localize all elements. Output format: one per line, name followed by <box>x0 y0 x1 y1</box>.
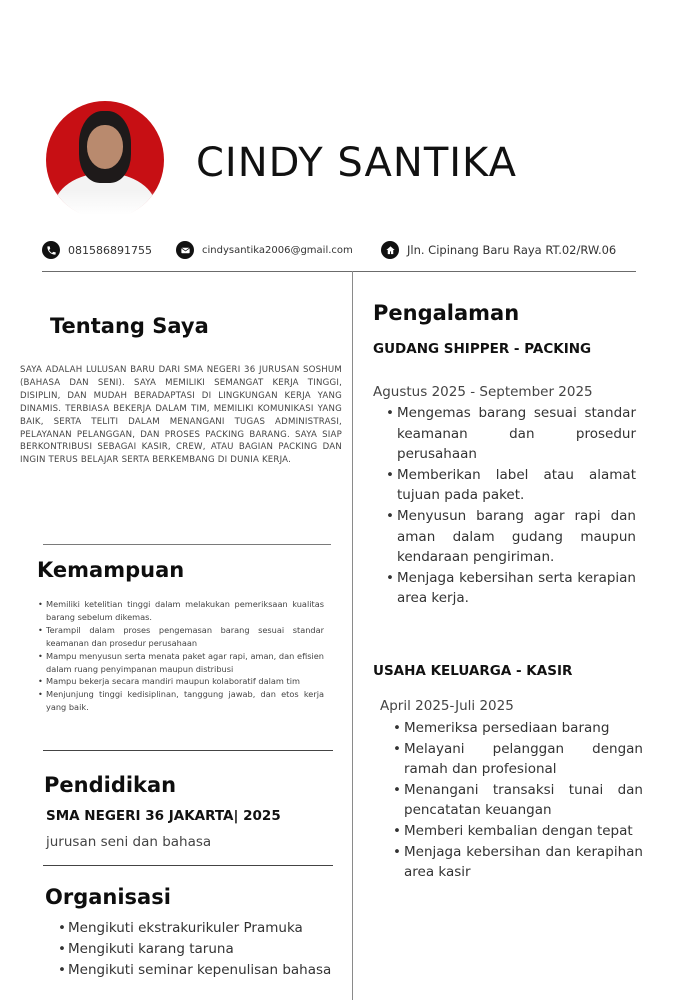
job-period: April 2025-Juli 2025 <box>380 698 514 714</box>
skill-item: • Terampil dalam proses pengemasan barang sesuai standar keamanan dan prosedur perusahaan <box>38 624 324 650</box>
job-role: GUDANG SHIPPER - PACKING <box>373 341 592 357</box>
about-text: SAYA ADALAH LULUSAN BARU DARI SMA NEGERI 36 JURUSAN SOSHUM (BAHASA DAN SENI). SAYA MEMILIKI SEMANGAT KERJA TINGGI, DISIPLIN, DAN MUDAH BERADAPTASI DI LINGKUNGAN KERJA YANG DINAMIS. TERBIASA BEKERJA DALAM TIM, MEMILIKI KOMUNIKASI YANG BAIK, SERTA TELITI DALAM MENANGANI TUGAS ADMINISTRASI, PELAYANAN PELANGGAN, DAN PROSES PACKING BARANG. SAYA SIAP BERKONTRIBUSI SEBAGAI KASIR, CREW, ATAU BAGIAN PACKING DAN INGIN TERUS BELAJAR SERTA BERKEMBANG DI DUNIA KERJA. <box>20 365 342 466</box>
about-title: Tentang Saya <box>50 314 209 338</box>
job-period: Agustus 2025 - September 2025 <box>373 384 593 400</box>
job-task: • Memeriksa persediaan barang <box>393 718 643 739</box>
job-task-list <box>393 718 643 883</box>
skills-list <box>38 598 324 714</box>
skill-item: • Memiliki ketelitian tinggi dalam melakukan pemeriksaan kualitas barang sebelum dikemas. <box>38 598 324 624</box>
job-task: • Menyusun barang agar rapi dan aman dalam gudang maupun kendaraan pengiriman. <box>386 506 636 568</box>
home-icon <box>381 241 399 259</box>
email-text: cindysantika2006@gmail.com <box>202 244 353 256</box>
organization-title: Organisasi <box>45 885 171 909</box>
header-divider <box>42 271 636 272</box>
job-task: • Menangani transaksi tunai dan pencatatan keuangan <box>393 780 643 821</box>
section-divider <box>43 544 331 545</box>
column-divider <box>352 271 353 1000</box>
candidate-name: CINDY SANTIKA <box>196 140 517 186</box>
organization-item: • Mengikuti karang taruna <box>58 939 334 960</box>
education-title: Pendidikan <box>44 773 177 797</box>
contact-email <box>176 240 353 260</box>
job-task: • Menjaga kebersihan serta kerapian area kerja. <box>386 568 636 609</box>
phone-icon <box>42 241 60 259</box>
organization-item: • Mengikuti seminar kepenulisan bahasa <box>58 960 334 981</box>
skill-item: • Mampu bekerja secara mandiri maupun kolaboratif dalam tim <box>38 675 324 688</box>
experience-title: Pengalaman <box>373 301 520 325</box>
job-task: • Memberikan label atau alamat tujuan pada paket. <box>386 465 636 506</box>
organization-item: • Mengikuti ekstrakurikuler Pramuka <box>58 918 334 939</box>
job-task-list <box>386 403 636 609</box>
skill-item: • Mampu menyusun serta menata paket agar rapi, aman, dan efisien dalam ruang penyimpanan maupun distribusi <box>38 650 324 676</box>
job-role: USAHA KELUARGA - KASIR <box>373 663 573 679</box>
avatar-fade <box>40 190 170 225</box>
skill-item: • Menjunjung tinggi kedisiplinan, tanggung jawab, dan etos kerja yang baik. <box>38 688 324 714</box>
job-task: • Memberi kembalian dengan tepat <box>393 821 643 842</box>
avatar-face <box>87 125 123 169</box>
section-divider <box>43 865 333 866</box>
job-task: • Menjaga kebersihan dan kerapihan area kasir <box>393 842 643 883</box>
organization-list <box>58 918 334 981</box>
mail-icon <box>176 241 194 259</box>
address-text: Jln. Cipinang Baru Raya RT.02/RW.06 <box>407 243 617 257</box>
education-major: jurusan seni dan bahasa <box>46 834 212 850</box>
job-task: • Melayani pelanggan dengan ramah dan profesional <box>393 739 643 780</box>
contact-phone <box>42 240 152 260</box>
phone-text: 081586891755 <box>68 243 152 257</box>
contact-address <box>381 240 616 260</box>
skills-title: Kemampuan <box>37 558 185 582</box>
section-divider <box>43 750 333 751</box>
job-task: • Mengemas barang sesuai standar keamanan dan prosedur perusahaan <box>386 403 636 465</box>
education-school: SMA NEGERI 36 JAKARTA| 2025 <box>46 808 281 824</box>
